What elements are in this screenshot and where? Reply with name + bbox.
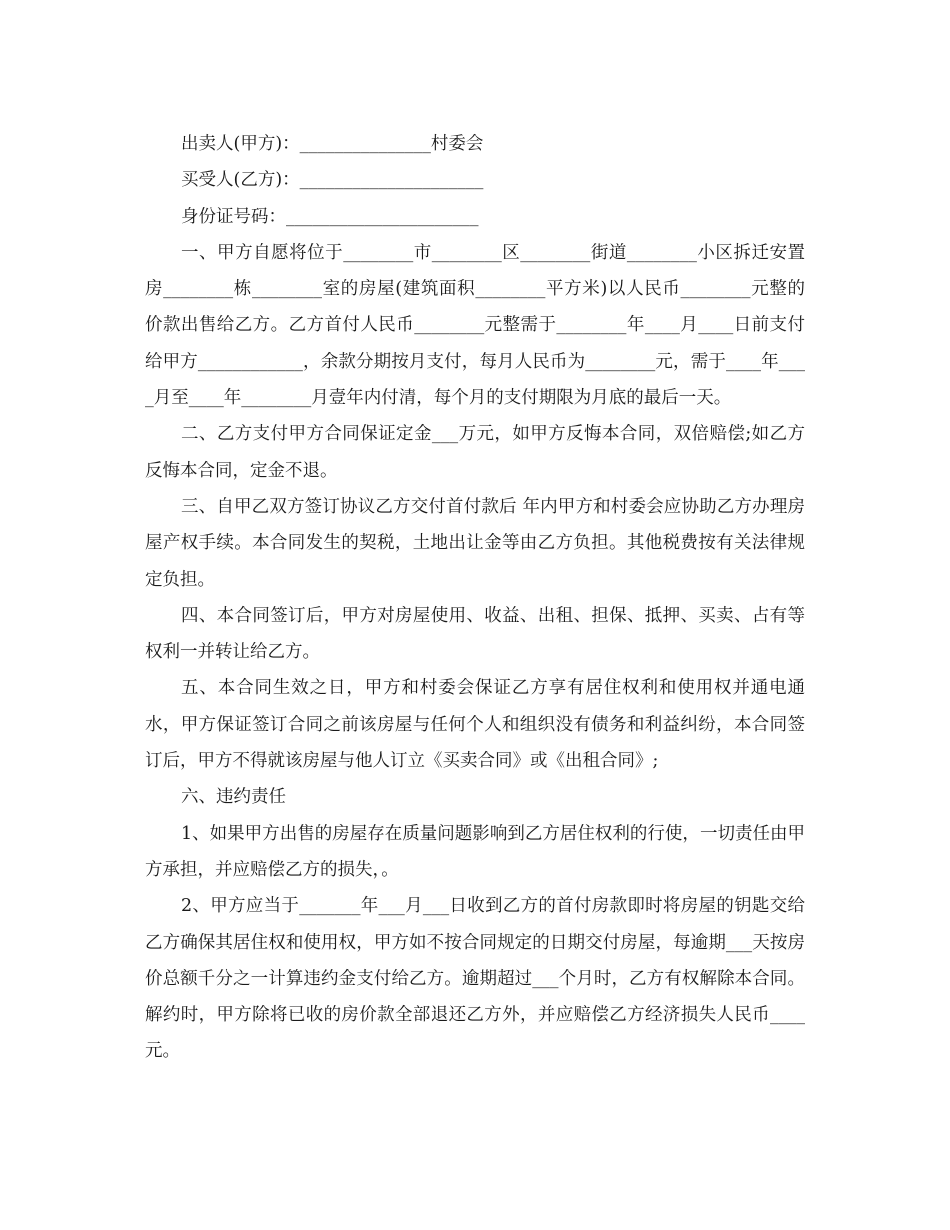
clause-3: 三、自甲乙双方签订协议乙方交付首付款后 年内甲方和村委会应协助乙方办理房屋产权手续。本合同发生的契税，土地出让金等由乙方负担。其他税费按有关法律规定负担。 (145, 496, 805, 590)
clause-2: 二、乙方支付甲方合同保证定金___万元，如甲方反悔本合同，双倍赔偿;如乙方反悔本合同，定金不退。 (145, 424, 805, 481)
clause-6-heading: 六、违约责任 (181, 787, 286, 808)
seller-line: 出卖人(甲方)：_______________村委会 (181, 134, 484, 154)
clause-1: 一、甲方自愿将位于________市________区________街道________小区拆迁安置房________栋________室的房屋(建筑面积________平方米)以人民币________元整的价款出售给乙方。乙方首付人民币________元整需于________年____月____日前支付给甲方____________，余款分期按月支付，每月人民币为________元，需于____年____月至____年________月壹年内付清，每个月的支付期限为月底的最后一天。 (145, 242, 805, 409)
contract-page (145, 126, 805, 1070)
id-number-line: 身份证号码：______________________ (181, 206, 479, 227)
clause-4: 四、本合同签订后，甲方对房屋使用、收益、出租、担保、抵押、买卖、占有等权利一并转让给乙方。 (145, 605, 805, 663)
buyer-line: 买受人(乙方)：_____________________ (181, 170, 484, 191)
clause-6-item-1: 1、如果甲方出售的房屋存在质量问题影响到乙方居住权利的行使，一切责任由甲方承担，并应赔偿乙方的损失，。 (145, 823, 805, 880)
clause-6-item-2: 2、甲方应当于_______年___月___日收到乙方的首付房款即时将房屋的钥匙交给乙方确保其居住权和使用权，甲方如不按合同规定的日期交付房屋，每逾期___天按房价总额千分之一计算违约金支付给乙方。逾期超过___个月时，乙方有权解除本合同。解约时，甲方除将已收的房价款全部退还乙方外，并应赔偿乙方经济损失人民币____元。 (145, 896, 805, 1062)
clause-5: 五、本合同生效之日，甲方和村委会保证乙方享有居住权利和使用权并通电通水，甲方保证签订合同之前该房屋与任何个人和组织没有债务和利益纠纷，本合同签订后，甲方不得就该房屋与他人订立《买卖合同》或《出租合同》; (145, 678, 805, 772)
